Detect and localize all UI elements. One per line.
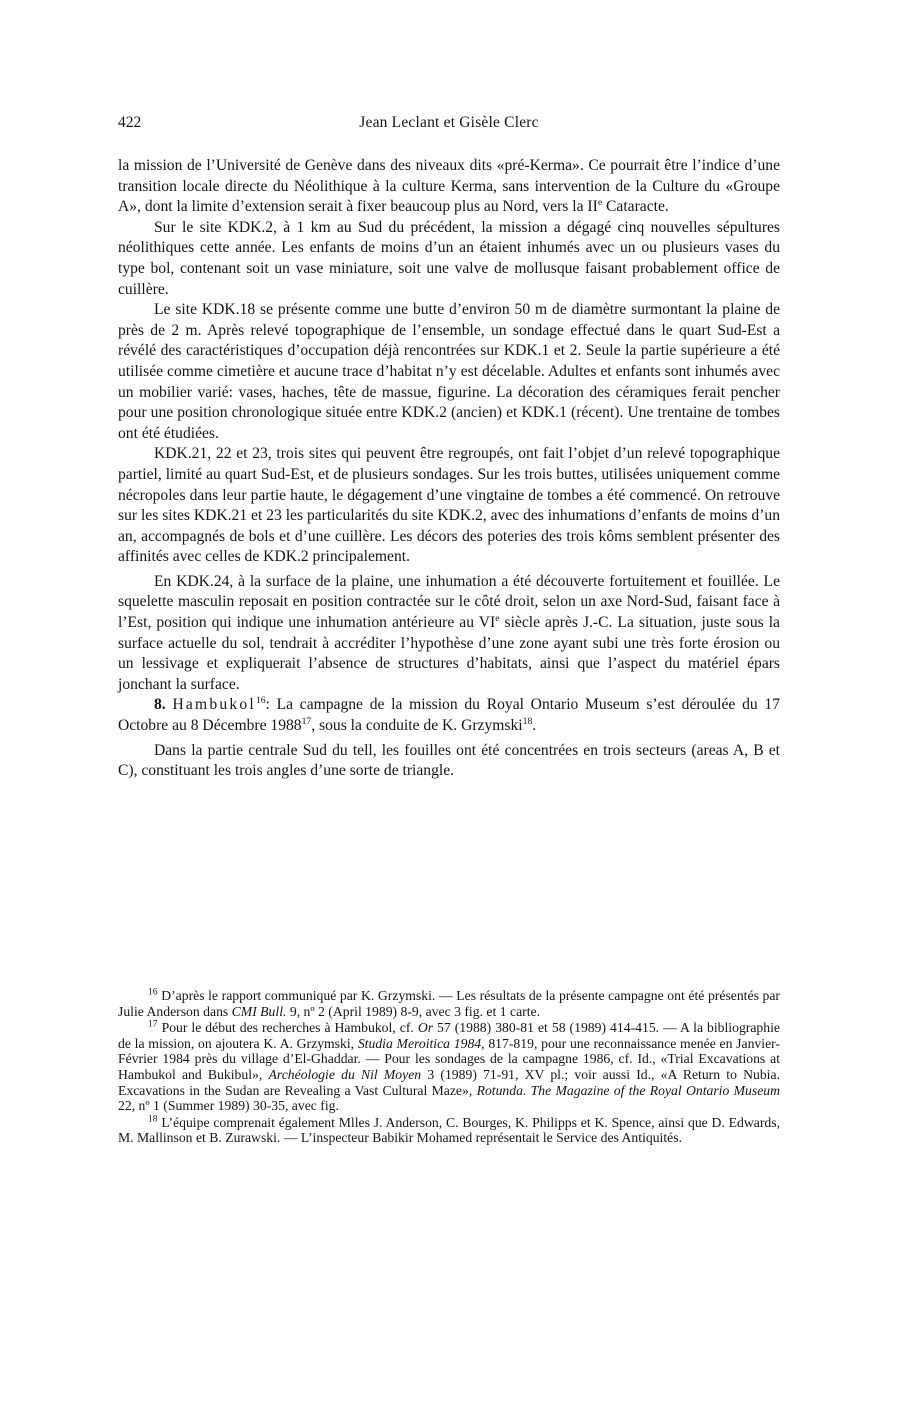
paragraph-5-text-a: En KDK.24, à la surface de la plaine, une inhumation a été découverte fortuitement et fouillée. Le squelette masculin reposait en position contractée sur le côté droit, selon un axe Nord-Sud, faisant face à l’Est, position qui indique une inhumation antérieure au VI — [118, 572, 780, 632]
footnote-italic: Archéologie du Nil Moyen — [268, 1066, 422, 1082]
footnote-18 — [118, 1115, 780, 1146]
footnote-ref-18[interactable]: 18 — [522, 715, 533, 727]
paragraph-2: Sur le site KDK.2, à 1 km au Sud du précédent, la mission a dégagé cinq nouvelles sépultures néolithiques cette année. Les enfants de moins d’un an étaient inhumés avec un ou plusieurs vases du type bol, contenant soit un vase miniature, soit une valve de mollusque faisant probablement office de cuillère. — [118, 218, 780, 298]
footnote-italic: Rotunda. The Magazine of the Royal Ontario Museum — [476, 1082, 780, 1098]
footnote-text: Pour le début des recherches à Hambukol, cf. — [157, 1020, 418, 1036]
footnote-mark: 17 — [148, 1018, 158, 1030]
footnote-ref-16[interactable]: 16 — [255, 695, 266, 707]
paragraph-5-text-b: siècle après J.-C. La situation, juste sous la surface actuelle du sol, tendrait à accréditer l’hypothèse d’une zone ayant subi une très forte érosion ou un lessivage et expliquerait l’absence de structures d’habitats, ainsi que l’aspect du matériel épars jonchant la surface. — [118, 614, 780, 693]
running-title: Jean Leclant et Gisèle Clerc — [359, 114, 539, 131]
footnote-text: 9, nº 2 (April 1989) 8-9, avec 3 fig. et 1 carte. — [286, 1003, 541, 1019]
paragraph-1 — [118, 156, 780, 218]
paragraph-4: KDK.21, 22 et 23, trois sites qui peuvent être regroupés, ont fait l’objet d’un relevé topographique partiel, limité au quart Sud-Est, et de plusieurs sondages. Sur les trois buttes, utilisées uniquement comme nécropoles dans leur partie haute, le dégagement d’une vingtaine de tombes a été commencé. On retrouve sur les sites KDK.21 et 23 les particularités du site KDK.2, avec des inhumations d’enfants de moins d’un an, accompagnés de bols et d’une cuillère. Les décors des poteries des trois kôms semblent présenter des affinités avec celles de KDK.2 principalement. — [118, 445, 780, 566]
paragraph-7: Dans la partie centrale Sud du tell, les fouilles ont été concentrées en trois secteurs (areas A, B et C), constituant les trois angles d’une sorte de triangle. — [118, 741, 780, 780]
footnote-mark: 16 — [148, 986, 158, 998]
footnote-text: L’équipe comprenait également Mlles J. Anderson, C. Bourges, K. Philipps et K. Spence, ainsi que D. Edwards, M. Mallinson et B. Zurawski. — L’inspecteur Babikir Mohamed représentait le Service des Antiquités. — [118, 1114, 780, 1146]
footnote-text: 57 (1988) 380-81 et 58 (1989) 414-415. — A la bibliographie de la mission, on ajoutera K. A. Grzymski, — [118, 1020, 780, 1051]
paragraph-6 — [118, 695, 780, 736]
paragraph-1-end: Cataracte. — [602, 198, 669, 216]
footnote-text: D’après le rapport communiqué par K. Grzymski. — Les résultats de la présente campagne ont été présentés par Julie Anderson dans — [118, 988, 780, 1019]
paragraph-6-text-c: . — [532, 717, 537, 735]
paragraph-1-text: la mission de l’Université de Genève dans des niveaux dits «pré-Kerma». Ce pourrait être l’indice d’une transition locale directe du Néolithique à la culture Kerma, sans intervention de la Culture du «Groupe A», dont la limite d’extension serait à fixer beaucoup plus au Nord, vers la II — [118, 157, 780, 216]
footnote-italic: CMI Bull. — [231, 1003, 287, 1019]
footnote-italic: Or — [417, 1020, 434, 1036]
paragraph-5 — [118, 572, 780, 696]
page-number: 422 — [118, 114, 142, 131]
superscript-e: e — [495, 612, 500, 624]
page — [118, 114, 780, 782]
body-text — [118, 156, 780, 782]
section-number: 8. — [154, 696, 166, 714]
footnote-text: , 817-819, pour une reconnaissance menée en Janvier-Février 1984 près du village d’El-Ghaddar. — Pour les sondages de la campagne 1986, cf. Id., «Trial Excavations at Hambukol and Bukibul», — [118, 1035, 780, 1082]
running-head — [118, 114, 780, 136]
paragraph-3: Le site KDK.18 se présente comme une butte d’environ 50 m de diamètre surmontant la plaine de près de 2 m. Après relevé topographique de l’ensemble, un sondage effectué dans le quart Sud-Est a révélé des caractéristiques d’occupation déjà rencontrées sur KDK.1 et 2. Seule la partie supérieure a été utilisée comme cimetière et aucune trace d’habitat n’y est décelable. Adultes et enfants sont inhumés avec un mobilier varié: vases, haches, tête de massue, figurine. La décoration des céramiques ferait pencher pour une position chronologique située entre KDK.2 (ancien) et KDK.1 (récent). Une trentaine de tombes ont été étudiées. — [118, 301, 780, 442]
footnote-ref-17[interactable]: 17 — [301, 715, 312, 727]
footnote-mark: 18 — [148, 1113, 158, 1125]
footnote-text: 22, nº 1 (Summer 1989) 30-35, avec fig. — [118, 1098, 339, 1114]
superscript-e: e — [597, 197, 603, 208]
paragraph-6-text-b: , sous la conduite de K. Grzymski — [311, 717, 523, 735]
site-name: Hambukol — [172, 696, 256, 714]
footnotes — [118, 988, 780, 1146]
footnote-17 — [118, 1020, 780, 1114]
footnote-text: 3 (1989) 71-91, XV pl.; voir aussi Id., «A Return to Nubia. Excavations in the Sudan are Revealing a Vast Cultural Maze», — [118, 1066, 780, 1098]
footnote-16 — [118, 988, 780, 1019]
footnote-italic: Studia Meroitica 1984 — [357, 1035, 482, 1051]
paragraph-6-text-a: : La campagne de la mission du Royal Ontario Museum s’est déroulée du 17 Octobre au 8 Décembre 1988 — [118, 696, 780, 735]
